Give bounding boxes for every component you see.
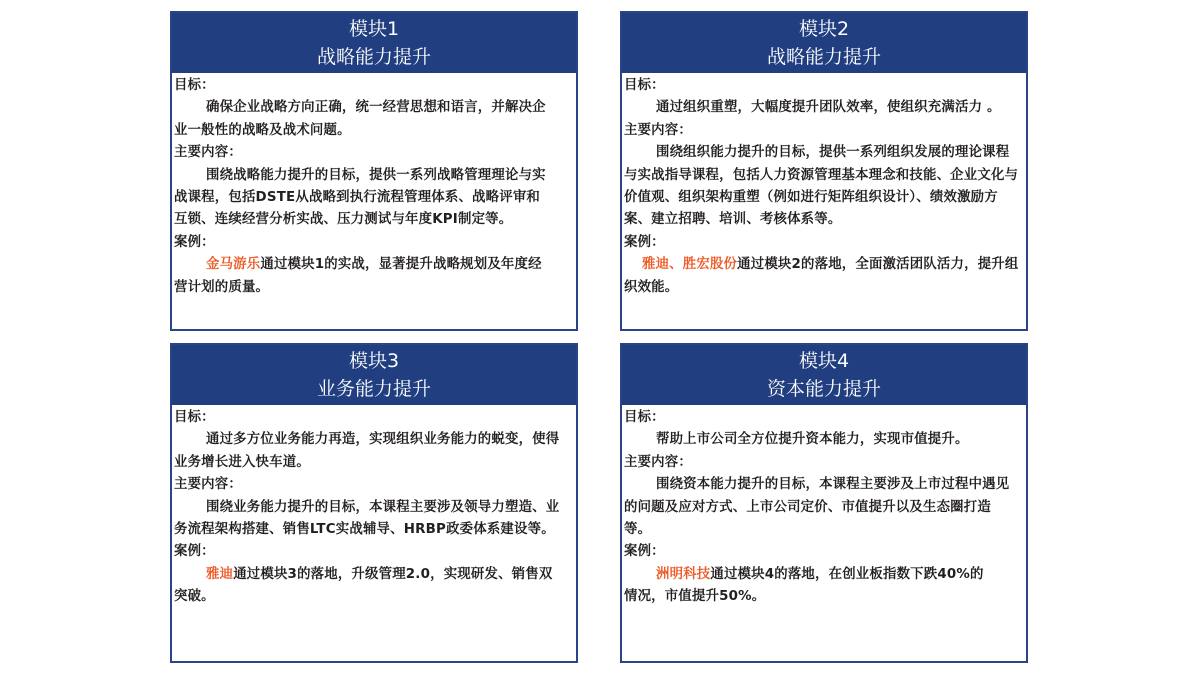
content-label: 主要内容： [174,477,242,493]
module-title: 资本能力提升 [766,377,881,400]
case-company: 洲明科技 [656,566,711,582]
module-title: 战略能力提升 [766,45,881,68]
module-number: 模块4 [798,349,850,372]
goal-text: 确保企业战略方向正确，统一经营思想和语言，并解决企业一般性的战略及战术问题。 [174,100,546,138]
case-description: 通过模块1的实战，显著提升战略规划及年度经营计划的质量。 [174,257,542,295]
case-description: 通过模块2的落地，全面激活团队活力，提升组织效能。 [624,257,1019,295]
module-number: 模块3 [348,349,400,372]
goal-text: 帮助上市公司全方位提升资本能力，实现市值提升。 [656,432,969,448]
module-header [622,13,1026,73]
case-text [624,564,1016,609]
goal-label: 目标： [174,410,215,425]
module-body [172,73,558,299]
module-header [622,345,1026,405]
case-description: 通过模块4的落地，在创业板指数下跌40%的情况，市值提升50%。 [624,566,984,605]
module-title: 战略能力提升 [316,45,431,68]
module-card-2 [620,11,1028,331]
module-card-1 [170,11,578,331]
goal-label: 目标： [624,410,665,425]
case-company: 雅迪、胜宏股份 [642,257,738,273]
module-card-3 [170,343,578,663]
content-label: 主要内容： [624,454,692,470]
content-label: 主要内容： [174,145,242,161]
goal-label: 目标： [174,78,215,93]
module-number: 模块1 [348,17,400,40]
case-company: 雅迪 [206,566,234,582]
content-text: 围绕战略能力提升的目标，提供一系列战略管理理论与实战课程，包括DSTE从战略到执行流程管理体系、战略评审和互锁、连续经营分析实战、压力测试与年度KPI制定等。 [174,167,546,228]
module-body [622,73,1028,299]
content-label: 主要内容： [624,122,692,138]
module-header [172,345,576,405]
module-header [172,13,576,73]
case-company: 金马游乐 [206,257,261,273]
goal-text: 通过组织重塑，大幅度提升团队效率，使组织充满活力 。 [656,100,1001,116]
module-title: 业务能力提升 [316,377,431,400]
module-number: 模块2 [798,17,850,40]
case-text [174,564,564,609]
case-text [174,254,550,299]
goal-text: 通过多方位业务能力再造，实现组织业务能力的蜕变，使得业务增长进入快车道。 [174,432,560,470]
case-label: 案例： [624,544,665,560]
goal-label: 目标： [624,78,665,93]
module-body [172,405,572,609]
content-text: 围绕业务能力提升的目标，本课程主要涉及领导力塑造、业务流程架构搭建、销售LTC实战辅导、HRBP政委体系建设等。 [174,499,560,538]
case-label: 案例： [174,234,215,250]
module-card-4 [620,343,1028,663]
content-text: 围绕组织能力提升的目标，提供一系列组织发展的理论课程与实战指导课程，包括人力资源管理基本理念和技能、企业文化与价值观、组织架构重塑（例如进行矩阵组织设计）、绩效激励方案、建立招聘、培训、考核体系等。 [624,145,1019,228]
case-label: 案例： [624,234,665,250]
case-label: 案例： [174,544,215,560]
case-text [624,254,1022,299]
module-body [622,405,1024,609]
content-text: 围绕资本能力提升的目标，本课程主要涉及上市过程中遇见的问题及应对方式、上市公司定价、市值提升以及生态圈打造等。 [624,477,1010,538]
case-description: 通过模块3的落地，升级管理2.0，实现研发、销售双突破。 [174,566,553,605]
